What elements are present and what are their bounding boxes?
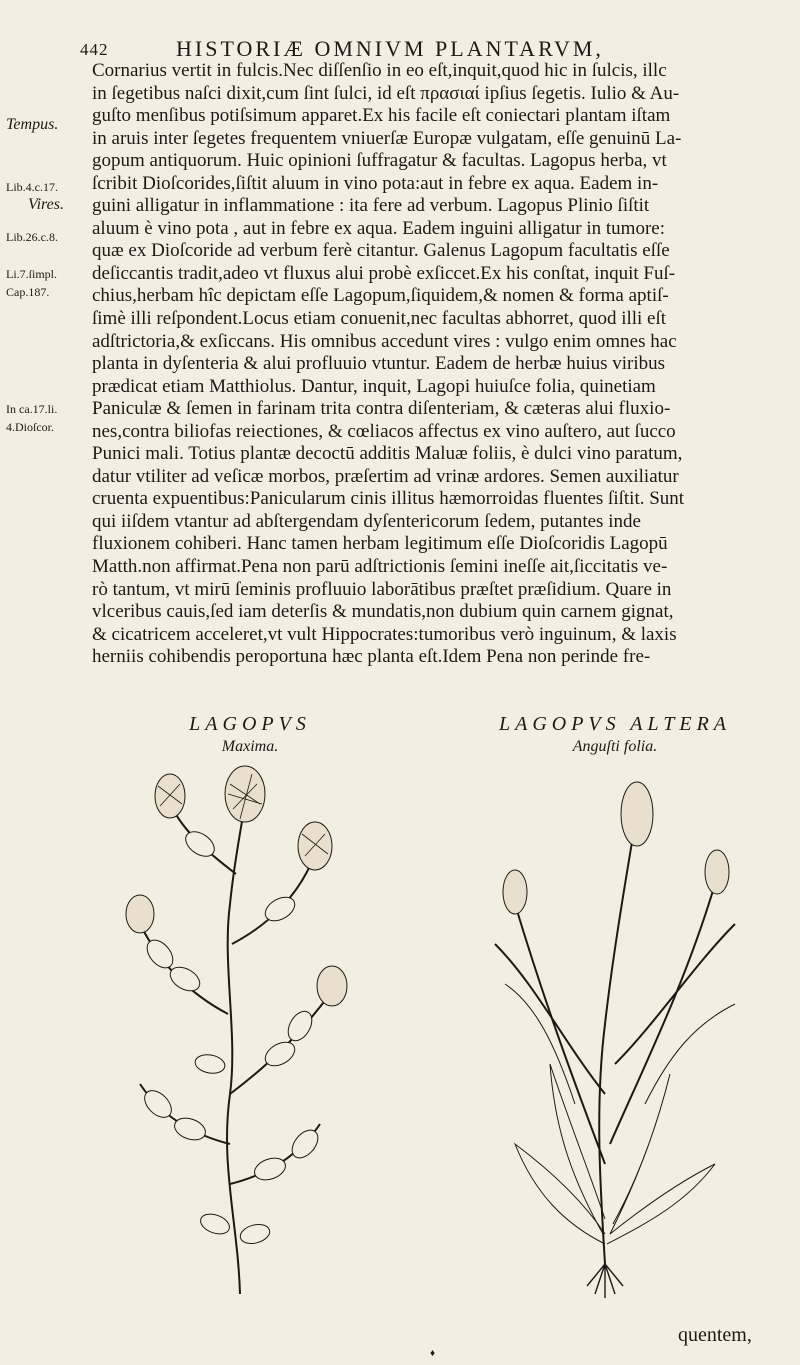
text-line: fluxionem cohiberi. Hanc tamen herbam legitimum eſſe Dioſcoridis Lagopū bbox=[92, 533, 668, 555]
margin-note: Cap.187. bbox=[6, 285, 50, 299]
clover-plant-illustration bbox=[100, 764, 400, 1304]
margin-note: In ca.17.li. bbox=[6, 402, 58, 416]
catchword: quentem, bbox=[678, 1324, 752, 1346]
text-line: ſcribit Dioſcorides,ſiſtit aluum in vino pota:aut in febre ex aqua. Eadem in- bbox=[92, 172, 659, 194]
margin-note: Lib.4.c.17. bbox=[6, 180, 58, 194]
text-line: chius,herbam hîc depictam eſſe Lagopum,ſiquidem,& nomen & forma aptiſ- bbox=[92, 285, 669, 307]
signature-mark: ♦ bbox=[430, 1348, 436, 1359]
text-line: prædicat etiam Matthiolus. Dantur, inquit, Lagopi huiuſce folia, quinetiam bbox=[92, 375, 656, 397]
text-line: Matth.non affirmat.Pena non parū adſtrictionis ſemini ineſſe ait,ſiccitatis ve- bbox=[92, 556, 668, 578]
text-line: Paniculæ & ſemen in farinam trita contra diſenteriam, & cæteras alui fluxio- bbox=[92, 398, 671, 420]
text-line: & cicatricem acceleret,vt vult Hippocrates:tumoribus verò inguinum, & laxis bbox=[92, 623, 677, 645]
text-line: Cornarius vertit in fulcis.Nec diſſenſio in eo eſt,inquit,quod hic in ſulcis, illc bbox=[92, 60, 667, 81]
text-line: nes,contra biliofas reiectiones, & cœliacos affectus ex vino auſtero, aut ſucco bbox=[92, 420, 676, 442]
text-line: aluum è vino pota , aut in febre ex aqua. Eadem inguini alligatur in tumore: bbox=[92, 217, 665, 239]
margin-note: 4.Dioſcor. bbox=[6, 420, 54, 434]
margin-note: Tempus. bbox=[6, 116, 59, 133]
text-line: in ſegetibus naſci dixit,cum ſint ſulci, id eſt πρασιαί ipſius ſegetis. Iulio & Au- bbox=[92, 82, 680, 104]
text-line: adſtrictoria,& exſiccans. His omnibus accedunt vires : vulgo enim omnes hac bbox=[92, 330, 677, 352]
figure-lagopus-altera bbox=[440, 713, 790, 1323]
text-line: deſiccantis tradit,adeo vt fluxus alui probè exſiccet.Ex his conſtat, inquit Fuſ- bbox=[92, 262, 676, 284]
text-line: cruenta expuentibus:Panicularum cinis illitus hæmorroidas fluentes ſiſtit. Sunt bbox=[92, 488, 685, 510]
margin-note: Li.7.ſimpl. bbox=[6, 267, 57, 281]
figure-subtitle: Anguſti folia. bbox=[572, 738, 658, 755]
text-line: ſimè illi reſpondent.Locus etiam conuenit,nec facultas abhorret, quod illi eſt bbox=[92, 308, 667, 330]
text-line: datur vtiliter ad veſicæ morbos, præſertim ad vrinæ ardores. Semen auxiliatur bbox=[92, 465, 679, 487]
body-text bbox=[92, 60, 770, 669]
narrow-leaf-plant-illustration bbox=[455, 764, 775, 1304]
figure-lagopus-maxima bbox=[90, 713, 410, 1323]
text-line: gopum antiquorum. Huic opinioni ſuffragatur & facultas. Lagopus herba, vt bbox=[92, 150, 667, 172]
text-line: qui iiſdem vtantur ad abſtergendam dyſentericorum ſedem, putantes inde bbox=[92, 510, 641, 532]
figure-title: LAGOPVS bbox=[189, 713, 311, 735]
figure-subtitle: Maxima. bbox=[221, 738, 279, 755]
text-line: rò tantum, vt mirū ſeminis profluuio laborātibus præſtet præſidium. Quare in bbox=[92, 578, 672, 600]
margin-note: Lib.26.c.8. bbox=[6, 230, 58, 244]
text-line: guini alligatur in inflammatione : ita fere ad verbum. Lagopus Plinio ſiſtit bbox=[92, 195, 650, 217]
text-line: vlceribus cauis,ſed iam deterſis & mundatis,non dubium quin carnem gignat, bbox=[92, 601, 674, 623]
text-line: herniis cohibendis peroportuna hæc planta eſt.Idem Pena non perinde fre- bbox=[92, 646, 651, 668]
figure-title: LAGOPVS ALTERA bbox=[498, 713, 731, 735]
margin-note: Vires. bbox=[28, 196, 64, 213]
text-line: Punici mali. Totius plantæ decoctū additis Maluæ foliis, è dulci vino paratum, bbox=[92, 443, 683, 465]
text-line: planta in dyſenteria & alui profluuio vtuntur. Eadem de herbæ huius viribus bbox=[92, 353, 666, 375]
text-line: guſto menſibus potiſsimum apparet.Ex his facile eſt coniectari plantam iſtam bbox=[92, 105, 671, 127]
text-line: in aruis inter ſegetes frequentem vniuerſæ Europæ vulgatam, eſſe genuinū La- bbox=[92, 127, 682, 149]
running-title: HISTORIÆ OMNIVM PLANTARVM, bbox=[176, 36, 604, 61]
text-line: quæ ex Dioſcoride ad verbum ferè citantur. Galenus Lagopum facultatis eſſe bbox=[92, 240, 670, 262]
page-number: 442 bbox=[80, 40, 109, 59]
